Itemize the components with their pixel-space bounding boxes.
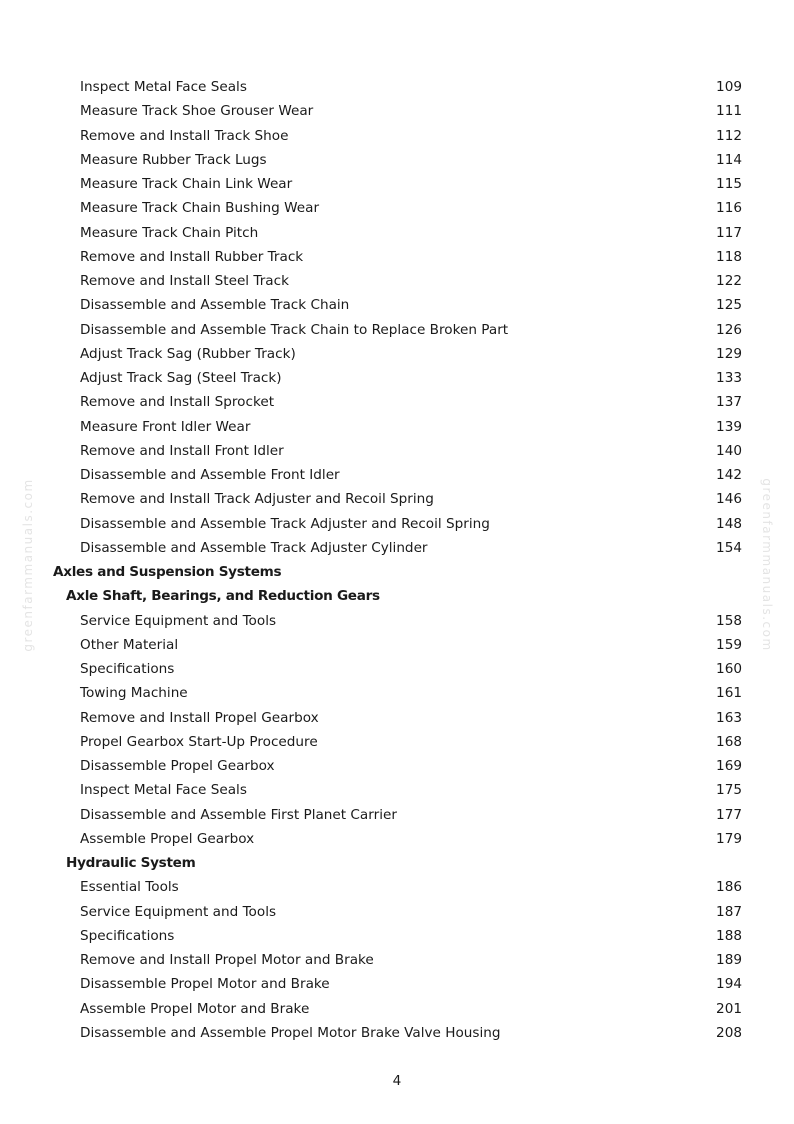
table-of-contents bbox=[0, 75, 794, 1045]
toc-entry-page: 146 bbox=[716, 491, 742, 508]
toc-entry-title: Disassemble and Assemble Track Adjuster Cylinder bbox=[80, 539, 428, 556]
toc-entry-page: 109 bbox=[716, 79, 742, 95]
toc-entry-title: Remove and Install Front Idler bbox=[80, 442, 284, 459]
toc-entry-page: 117 bbox=[716, 224, 742, 241]
toc-entry-page: 129 bbox=[716, 345, 742, 362]
toc-entry-page: 142 bbox=[716, 467, 742, 483]
toc-entry-title: Disassemble and Assemble Front Idler bbox=[80, 467, 340, 483]
toc-entry[interactable] bbox=[0, 827, 794, 851]
watermark-right: greenfarmmanuals.com bbox=[760, 478, 774, 652]
toc-entry-page: 122 bbox=[716, 273, 742, 289]
toc-entry[interactable] bbox=[0, 245, 794, 269]
toc-entry[interactable] bbox=[0, 778, 794, 802]
toc-entry-page: 161 bbox=[716, 685, 742, 702]
toc-entry-page: 140 bbox=[716, 442, 742, 459]
toc-entry-title: Remove and Install Steel Track bbox=[80, 273, 289, 289]
toc-entry-title: Remove and Install Propel Motor and Brake bbox=[80, 952, 374, 968]
page-number: 4 bbox=[392, 1073, 402, 1089]
toc-entry-title: Service Equipment and Tools bbox=[80, 612, 277, 629]
toc-entry-page: 177 bbox=[716, 806, 742, 823]
toc-subsection-heading[interactable] bbox=[0, 851, 794, 875]
toc-entry[interactable] bbox=[0, 875, 794, 899]
toc-entry-title: Measure Track Shoe Grouser Wear bbox=[80, 103, 314, 120]
toc-entry-page: 188 bbox=[716, 927, 742, 944]
toc-entry[interactable] bbox=[0, 366, 794, 390]
toc-entry-page: 139 bbox=[716, 418, 742, 435]
toc-entry[interactable] bbox=[0, 972, 794, 996]
toc-entry[interactable] bbox=[0, 269, 794, 293]
toc-entry-title: Measure Front Idler Wear bbox=[80, 418, 251, 435]
toc-entry[interactable] bbox=[0, 196, 794, 220]
toc-entry[interactable] bbox=[0, 681, 794, 705]
toc-entry-page: 148 bbox=[716, 515, 742, 532]
toc-entry-title: Axles and Suspension Systems bbox=[53, 564, 282, 580]
toc-entry-title: Specifications bbox=[80, 927, 175, 944]
toc-entry-title: Measure Track Chain Link Wear bbox=[80, 176, 293, 192]
toc-entry-page: 179 bbox=[716, 830, 742, 847]
toc-entry-page: 114 bbox=[716, 151, 742, 168]
toc-entry-title: Remove and Install Track Shoe bbox=[80, 127, 289, 144]
toc-entry-page: 125 bbox=[716, 297, 742, 314]
toc-entry-title: Adjust Track Sag (Steel Track) bbox=[80, 370, 282, 386]
toc-entry[interactable] bbox=[0, 609, 794, 633]
toc-entry-page: 111 bbox=[716, 103, 742, 120]
toc-entry-title: Other Material bbox=[80, 636, 179, 653]
toc-entry[interactable] bbox=[0, 99, 794, 123]
toc-entry[interactable] bbox=[0, 803, 794, 827]
toc-entry-title: Measure Rubber Track Lugs bbox=[80, 151, 267, 168]
toc-entry[interactable] bbox=[0, 318, 794, 342]
toc-entry[interactable] bbox=[0, 342, 794, 366]
toc-entry-page: 115 bbox=[716, 176, 742, 192]
toc-entry-page: 201 bbox=[716, 1000, 742, 1017]
toc-entry-page: 208 bbox=[716, 1024, 742, 1041]
toc-entry[interactable] bbox=[0, 1021, 794, 1045]
toc-entry-title: Essential Tools bbox=[80, 879, 179, 896]
toc-entry[interactable] bbox=[0, 463, 794, 487]
toc-entry[interactable] bbox=[0, 948, 794, 972]
toc-entry-page: 160 bbox=[716, 661, 742, 677]
toc-entry-page: 159 bbox=[716, 636, 742, 653]
toc-entry[interactable] bbox=[0, 124, 794, 148]
toc-entry-title: Disassemble and Assemble First Planet Carrier bbox=[80, 806, 397, 823]
toc-entry-title: Towing Machine bbox=[80, 685, 188, 702]
toc-entry-page: 169 bbox=[716, 758, 742, 774]
toc-entry-title: Remove and Install Track Adjuster and Recoil Spring bbox=[80, 491, 434, 508]
toc-entry[interactable] bbox=[0, 997, 794, 1021]
toc-entry-title: Disassemble and Assemble Track Chain bbox=[80, 297, 350, 314]
toc-entry-page: 118 bbox=[716, 248, 742, 265]
toc-entry-title: Inspect Metal Face Seals bbox=[80, 79, 247, 95]
toc-entry-page: 194 bbox=[716, 976, 742, 993]
toc-entry-page: 133 bbox=[716, 370, 742, 386]
toc-entry[interactable] bbox=[0, 706, 794, 730]
toc-entry-page: 187 bbox=[716, 903, 742, 920]
toc-entry-page: 158 bbox=[716, 612, 742, 629]
toc-entry-page: 112 bbox=[716, 127, 742, 144]
toc-entry-page: 116 bbox=[716, 200, 742, 217]
toc-entry-title: Remove and Install Rubber Track bbox=[80, 248, 304, 265]
toc-entry-title: Axle Shaft, Bearings, and Reduction Gears bbox=[66, 588, 380, 605]
toc-entry-title: Disassemble Propel Gearbox bbox=[80, 758, 275, 774]
toc-entry-title: Adjust Track Sag (Rubber Track) bbox=[80, 345, 296, 362]
toc-entry[interactable] bbox=[0, 657, 794, 681]
toc-entry[interactable] bbox=[0, 75, 794, 99]
toc-entry-page: 189 bbox=[716, 952, 742, 968]
toc-section-heading[interactable] bbox=[0, 560, 794, 584]
toc-entry-title: Measure Track Chain Pitch bbox=[80, 224, 259, 241]
toc-entry-page: 137 bbox=[716, 394, 742, 411]
toc-entry-title: Service Equipment and Tools bbox=[80, 903, 277, 920]
toc-entry-title: Remove and Install Sprocket bbox=[80, 394, 275, 411]
toc-entry[interactable] bbox=[0, 512, 794, 536]
toc-entry-page: 154 bbox=[716, 539, 742, 556]
toc-entry-title: Measure Track Chain Bushing Wear bbox=[80, 200, 320, 217]
toc-entry[interactable] bbox=[0, 148, 794, 172]
toc-entry-title: Remove and Install Propel Gearbox bbox=[80, 709, 319, 726]
toc-entry[interactable] bbox=[0, 900, 794, 924]
toc-subsection-heading[interactable] bbox=[0, 584, 794, 608]
toc-entry-title: Disassemble and Assemble Propel Motor Brake Valve Housing bbox=[80, 1024, 501, 1041]
toc-entry-title: Propel Gearbox Start-Up Procedure bbox=[80, 733, 318, 750]
toc-entry[interactable] bbox=[0, 487, 794, 511]
toc-entry[interactable] bbox=[0, 633, 794, 657]
toc-entry-title: Disassemble Propel Motor and Brake bbox=[80, 976, 330, 993]
toc-entry-title: Disassemble and Assemble Track Chain to Replace Broken Part bbox=[80, 321, 509, 338]
toc-entry-page: 175 bbox=[716, 782, 742, 799]
toc-entry-page: 163 bbox=[716, 709, 742, 726]
toc-entry-title: Assemble Propel Motor and Brake bbox=[80, 1000, 310, 1017]
toc-entry[interactable] bbox=[0, 754, 794, 778]
toc-entry[interactable] bbox=[0, 415, 794, 439]
toc-entry[interactable] bbox=[0, 924, 794, 948]
toc-entry[interactable] bbox=[0, 172, 794, 196]
toc-entry[interactable] bbox=[0, 293, 794, 317]
toc-entry[interactable] bbox=[0, 439, 794, 463]
toc-entry[interactable] bbox=[0, 730, 794, 754]
toc-entry[interactable] bbox=[0, 390, 794, 414]
toc-entry[interactable] bbox=[0, 536, 794, 560]
toc-entry[interactable] bbox=[0, 221, 794, 245]
watermark-left: greenfarmmanuals.com bbox=[21, 478, 35, 652]
toc-entry-title: Hydraulic System bbox=[66, 855, 196, 871]
toc-entry-page: 168 bbox=[716, 733, 742, 750]
toc-entry-title: Specifications bbox=[80, 661, 175, 677]
toc-entry-page: 186 bbox=[716, 879, 742, 896]
toc-entry-title: Assemble Propel Gearbox bbox=[80, 830, 255, 847]
toc-entry-title: Disassemble and Assemble Track Adjuster and Recoil Spring bbox=[80, 515, 490, 532]
toc-entry-page: 126 bbox=[716, 321, 742, 338]
toc-entry-title: Inspect Metal Face Seals bbox=[80, 782, 247, 799]
